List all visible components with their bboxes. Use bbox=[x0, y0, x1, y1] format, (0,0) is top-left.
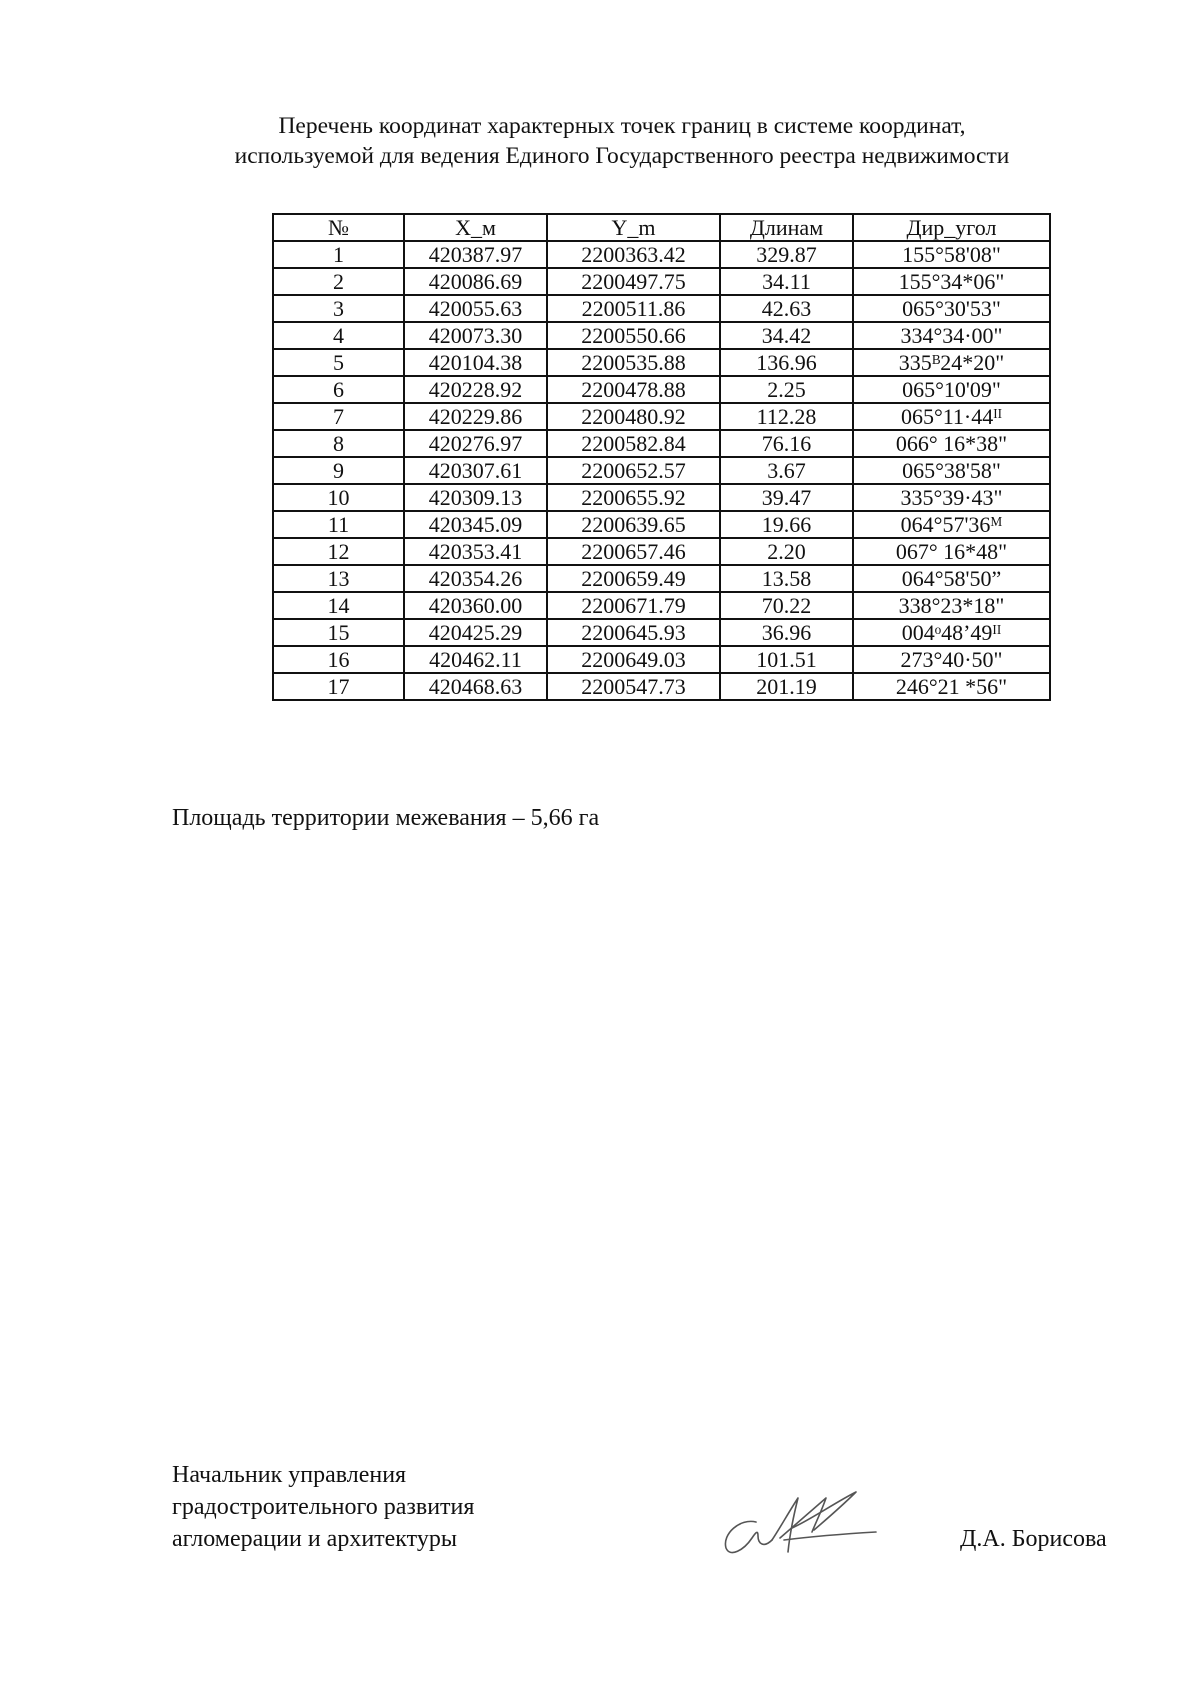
y-coordinate-cell: 2200480.92 bbox=[547, 403, 720, 430]
y-coordinate-cell: 2200649.03 bbox=[547, 646, 720, 673]
y-coordinate-cell: 2200657.46 bbox=[547, 538, 720, 565]
title-line-2: используемой для ведения Единого Государственного реестра недвижимости bbox=[234, 143, 1010, 169]
header-direction-angle: Дир_угол bbox=[853, 214, 1050, 241]
coordinates-table bbox=[272, 213, 1051, 701]
signer-name: Д.А. Борисова bbox=[960, 1526, 1107, 1552]
length-cell: 42.63 bbox=[720, 295, 853, 322]
table-row bbox=[273, 268, 1050, 295]
x-coordinate-cell: 420468.63 bbox=[404, 673, 547, 700]
point-number-cell: 13 bbox=[273, 565, 404, 592]
direction-angle-cell: 064°57'36ᴹ bbox=[853, 511, 1050, 538]
y-coordinate-cell: 2200671.79 bbox=[547, 592, 720, 619]
y-coordinate-cell: 2200659.49 bbox=[547, 565, 720, 592]
table-row bbox=[273, 565, 1050, 592]
point-number-cell: 12 bbox=[273, 538, 404, 565]
direction-angle-cell: 065°38'58" bbox=[853, 457, 1050, 484]
position-line-3: агломерации и архитектуры bbox=[172, 1526, 457, 1552]
x-coordinate-cell: 420353.41 bbox=[404, 538, 547, 565]
x-coordinate-cell: 420228.92 bbox=[404, 376, 547, 403]
header-y: Y_m bbox=[547, 214, 720, 241]
direction-angle-cell: 155°58'08" bbox=[853, 241, 1050, 268]
direction-angle-cell: 067° 16*48" bbox=[853, 538, 1050, 565]
direction-angle-cell: 155°34*06" bbox=[853, 268, 1050, 295]
x-coordinate-cell: 420309.13 bbox=[404, 484, 547, 511]
length-cell: 2.25 bbox=[720, 376, 853, 403]
length-cell: 70.22 bbox=[720, 592, 853, 619]
table-row bbox=[273, 538, 1050, 565]
x-coordinate-cell: 420462.11 bbox=[404, 646, 547, 673]
y-coordinate-cell: 2200478.88 bbox=[547, 376, 720, 403]
direction-angle-cell: 335°39·43" bbox=[853, 484, 1050, 511]
x-coordinate-cell: 420276.97 bbox=[404, 430, 547, 457]
x-coordinate-cell: 420345.09 bbox=[404, 511, 547, 538]
y-coordinate-cell: 2200645.93 bbox=[547, 619, 720, 646]
point-number-cell: 4 bbox=[273, 322, 404, 349]
title-line-1: Перечень координат характерных точек границ в системе координат, bbox=[278, 113, 966, 139]
table-header-row bbox=[273, 214, 1050, 241]
table-row bbox=[273, 457, 1050, 484]
direction-angle-cell: 066° 16*38" bbox=[853, 430, 1050, 457]
direction-angle-cell: 335ᴮ24*20" bbox=[853, 349, 1050, 376]
x-coordinate-cell: 420055.63 bbox=[404, 295, 547, 322]
x-coordinate-cell: 420387.97 bbox=[404, 241, 547, 268]
length-cell: 136.96 bbox=[720, 349, 853, 376]
length-cell: 101.51 bbox=[720, 646, 853, 673]
y-coordinate-cell: 2200550.66 bbox=[547, 322, 720, 349]
table-row bbox=[273, 241, 1050, 268]
x-coordinate-cell: 420307.61 bbox=[404, 457, 547, 484]
direction-angle-cell: 273°40·50" bbox=[853, 646, 1050, 673]
direction-angle-cell: 064°58'50” bbox=[853, 565, 1050, 592]
y-coordinate-cell: 2200363.42 bbox=[547, 241, 720, 268]
point-number-cell: 5 bbox=[273, 349, 404, 376]
handwritten-signature bbox=[718, 1488, 888, 1568]
table-row bbox=[273, 430, 1050, 457]
direction-angle-cell: 338°23*18" bbox=[853, 592, 1050, 619]
direction-angle-cell: 246°21 *56" bbox=[853, 673, 1050, 700]
y-coordinate-cell: 2200582.84 bbox=[547, 430, 720, 457]
point-number-cell: 8 bbox=[273, 430, 404, 457]
length-cell: 76.16 bbox=[720, 430, 853, 457]
point-number-cell: 17 bbox=[273, 673, 404, 700]
y-coordinate-cell: 2200511.86 bbox=[547, 295, 720, 322]
point-number-cell: 11 bbox=[273, 511, 404, 538]
header-length: Длинам bbox=[720, 214, 853, 241]
y-coordinate-cell: 2200547.73 bbox=[547, 673, 720, 700]
header-x: X_м bbox=[404, 214, 547, 241]
table-row bbox=[273, 403, 1050, 430]
point-number-cell: 15 bbox=[273, 619, 404, 646]
table-row bbox=[273, 646, 1050, 673]
point-number-cell: 7 bbox=[273, 403, 404, 430]
header-number: № bbox=[273, 214, 404, 241]
point-number-cell: 10 bbox=[273, 484, 404, 511]
x-coordinate-cell: 420073.30 bbox=[404, 322, 547, 349]
length-cell: 34.42 bbox=[720, 322, 853, 349]
table-body bbox=[273, 241, 1050, 700]
table-row bbox=[273, 673, 1050, 700]
direction-angle-cell: 065°11·44ᴵᴵ bbox=[853, 403, 1050, 430]
length-cell: 201.19 bbox=[720, 673, 853, 700]
table-row bbox=[273, 322, 1050, 349]
table-row bbox=[273, 349, 1050, 376]
direction-angle-cell: 065°10'09" bbox=[853, 376, 1050, 403]
x-coordinate-cell: 420104.38 bbox=[404, 349, 547, 376]
y-coordinate-cell: 2200655.92 bbox=[547, 484, 720, 511]
document-title bbox=[120, 111, 1124, 171]
x-coordinate-cell: 420360.00 bbox=[404, 592, 547, 619]
point-number-cell: 1 bbox=[273, 241, 404, 268]
length-cell: 34.11 bbox=[720, 268, 853, 295]
x-coordinate-cell: 420086.69 bbox=[404, 268, 547, 295]
x-coordinate-cell: 420354.26 bbox=[404, 565, 547, 592]
direction-angle-cell: 004ᵒ48’49ᴵᴵ bbox=[853, 619, 1050, 646]
length-cell: 2.20 bbox=[720, 538, 853, 565]
position-line-1: Начальник управления bbox=[172, 1462, 407, 1488]
direction-angle-cell: 065°30'53" bbox=[853, 295, 1050, 322]
point-number-cell: 2 bbox=[273, 268, 404, 295]
table-row bbox=[273, 592, 1050, 619]
length-cell: 112.28 bbox=[720, 403, 853, 430]
x-coordinate-cell: 420229.86 bbox=[404, 403, 547, 430]
length-cell: 329.87 bbox=[720, 241, 853, 268]
y-coordinate-cell: 2200535.88 bbox=[547, 349, 720, 376]
length-cell: 36.96 bbox=[720, 619, 853, 646]
table-row bbox=[273, 619, 1050, 646]
position-line-2: градостроительного развития bbox=[172, 1494, 475, 1520]
signer-position bbox=[172, 1459, 474, 1555]
point-number-cell: 16 bbox=[273, 646, 404, 673]
point-number-cell: 9 bbox=[273, 457, 404, 484]
y-coordinate-cell: 2200497.75 bbox=[547, 268, 720, 295]
length-cell: 39.47 bbox=[720, 484, 853, 511]
point-number-cell: 3 bbox=[273, 295, 404, 322]
x-coordinate-cell: 420425.29 bbox=[404, 619, 547, 646]
direction-angle-cell: 334°34·00" bbox=[853, 322, 1050, 349]
table-row bbox=[273, 484, 1050, 511]
area-statement: Площадь территории межевания – 5,66 га bbox=[172, 805, 600, 831]
point-number-cell: 6 bbox=[273, 376, 404, 403]
point-number-cell: 14 bbox=[273, 592, 404, 619]
y-coordinate-cell: 2200652.57 bbox=[547, 457, 720, 484]
length-cell: 13.58 bbox=[720, 565, 853, 592]
length-cell: 19.66 bbox=[720, 511, 853, 538]
table-row bbox=[273, 511, 1050, 538]
table-row bbox=[273, 376, 1050, 403]
table-row bbox=[273, 295, 1050, 322]
y-coordinate-cell: 2200639.65 bbox=[547, 511, 720, 538]
length-cell: 3.67 bbox=[720, 457, 853, 484]
